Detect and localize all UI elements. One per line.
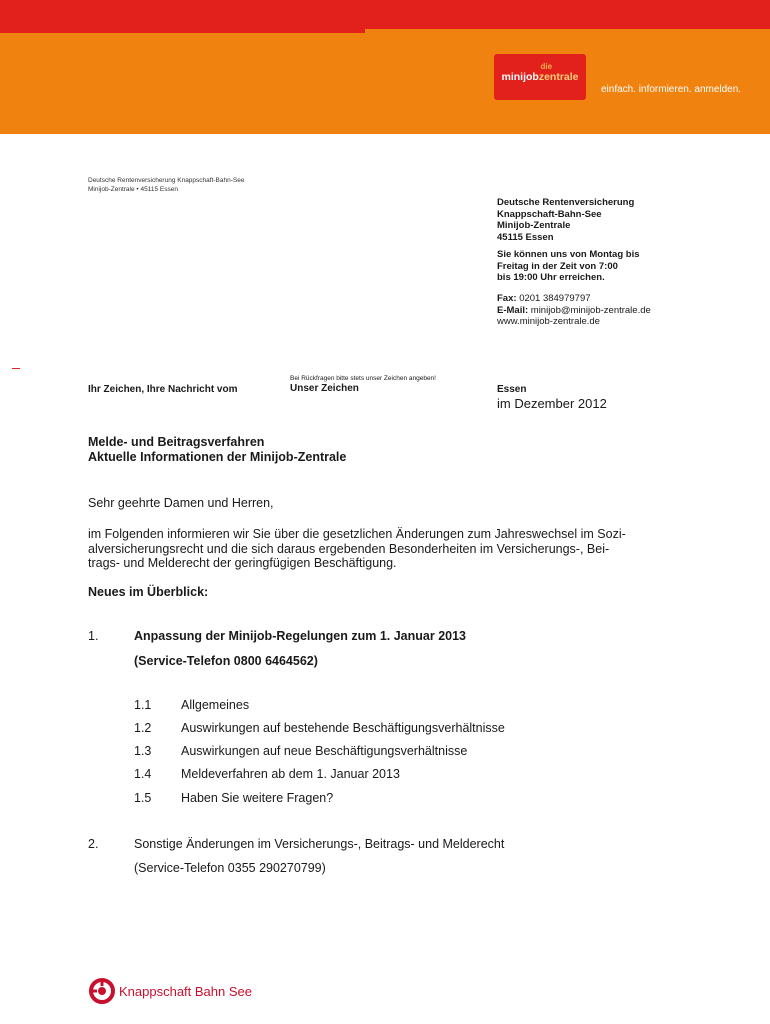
email-link[interactable]: minijob@minijob-zentrale.de — [530, 304, 651, 316]
fax-label: Fax: — [497, 293, 517, 304]
header-red-notch-thin — [365, 24, 770, 29]
contact-address — [497, 197, 634, 243]
sender-line-2: Minijob-Zentrale • 45115 Essen — [88, 186, 178, 193]
header-red-bar — [0, 0, 770, 24]
minijob-zentrale-logo — [494, 54, 586, 100]
contact-org-1: Deutsche Rentenversicherung — [497, 197, 635, 208]
contact-hours-3: bis 19:00 Uhr erreichen. — [497, 272, 605, 283]
logo-die: die — [540, 61, 553, 71]
fax-value: 0201 384979797 — [519, 293, 591, 304]
letter-date: im Dezember 2012 — [497, 396, 607, 411]
subject-line-2: Aktuelle Informationen der Minijob-Zentrale — [88, 450, 347, 464]
section-1-number: 1. — [88, 629, 99, 643]
footer-brand: Knappschaft Bahn See — [119, 983, 252, 999]
subject-line-1: Melde- und Beitragsverfahren — [88, 435, 265, 449]
item-1-4-text: Meldeverfahren ab dem 1. Januar 2013 — [181, 767, 400, 781]
header-orange-band — [0, 24, 770, 134]
item-1-4-number: 1.4 — [134, 767, 152, 781]
intro-line-1: im Folgenden informieren wir Sie über die gesetzlichen Änderungen zum Jahreswechsel im Sozi- — [88, 527, 626, 541]
section-2-phone: (Service-Telefon 0355 290270799) — [134, 861, 326, 875]
item-1-1-text: Allgemeines — [181, 698, 250, 712]
fold-mark — [12, 368, 20, 369]
intro-line-2: alversicherungsrecht und die sich daraus ergebenden Besonderheiten im Versicherungs-, Bei- — [88, 541, 610, 556]
logo-minijob: minijob — [501, 70, 539, 83]
website-link[interactable]: www.minijob-zentrale.de — [497, 316, 600, 327]
contact-org-4: 45115 Essen — [497, 231, 554, 243]
item-1-2-number: 1.2 — [134, 721, 152, 735]
reference-hint: Bei Rückfragen bitte stets unser Zeichen angeben! — [290, 375, 436, 382]
knappschaft-icon — [89, 978, 115, 1004]
item-1-3-number: 1.3 — [134, 744, 152, 758]
section-1-phone: (Service-Telefon 0800 6464562) — [134, 654, 318, 668]
contact-org-2: Knappschaft-Bahn-See — [497, 208, 602, 220]
item-1-5-text: Haben Sie weitere Fragen? — [181, 791, 334, 805]
contact-fax — [497, 293, 651, 305]
footer-logo — [89, 978, 252, 1004]
contact-org-3: Minijob-Zentrale — [497, 220, 571, 231]
contact-hours-1: Sie können uns von Montag bis — [497, 249, 640, 260]
section-2-title: Sonstige Änderungen im Versicherungs-, Beitrags- und Melderecht — [134, 837, 505, 851]
contact-email — [497, 305, 651, 317]
your-reference-label: Ihr Zeichen, Ihre Nachricht vom — [88, 384, 238, 395]
our-reference-label: Unser Zeichen — [290, 383, 359, 394]
place-label: Essen — [497, 384, 527, 395]
email-label: E-Mail: — [497, 304, 529, 316]
contact-channels — [497, 293, 651, 328]
section-2-number: 2. — [88, 837, 99, 851]
contact-hours-2: Freitag in der Zeit von 7:00 — [497, 260, 618, 272]
sender-line-1: Deutsche Rentenversicherung Knappschaft-Bahn-See — [88, 177, 245, 184]
intro-paragraph — [88, 527, 626, 571]
subject — [88, 435, 346, 465]
slogan: einfach. informieren. anmelden. — [601, 84, 742, 95]
header-red-notch — [0, 24, 365, 33]
contact-hours — [497, 249, 640, 284]
item-1-1-number: 1.1 — [134, 698, 152, 712]
item-1-5-number: 1.5 — [134, 791, 152, 805]
overview-heading: Neues im Überblick: — [88, 585, 209, 599]
salutation: Sehr geehrte Damen und Herren, — [88, 496, 274, 510]
intro-line-3: trags- und Melderecht der geringfügigen Beschäftigung. — [88, 556, 397, 570]
item-1-3-text: Auswirkungen auf neue Beschäftigungsverhältnisse — [181, 744, 468, 758]
item-1-2-text: Auswirkungen auf bestehende Beschäftigungsverhältnisse — [181, 721, 505, 735]
section-1-title: Anpassung der Minijob-Regelungen zum 1. Januar 2013 — [134, 629, 467, 643]
logo-zentrale: zentrale — [538, 70, 579, 83]
